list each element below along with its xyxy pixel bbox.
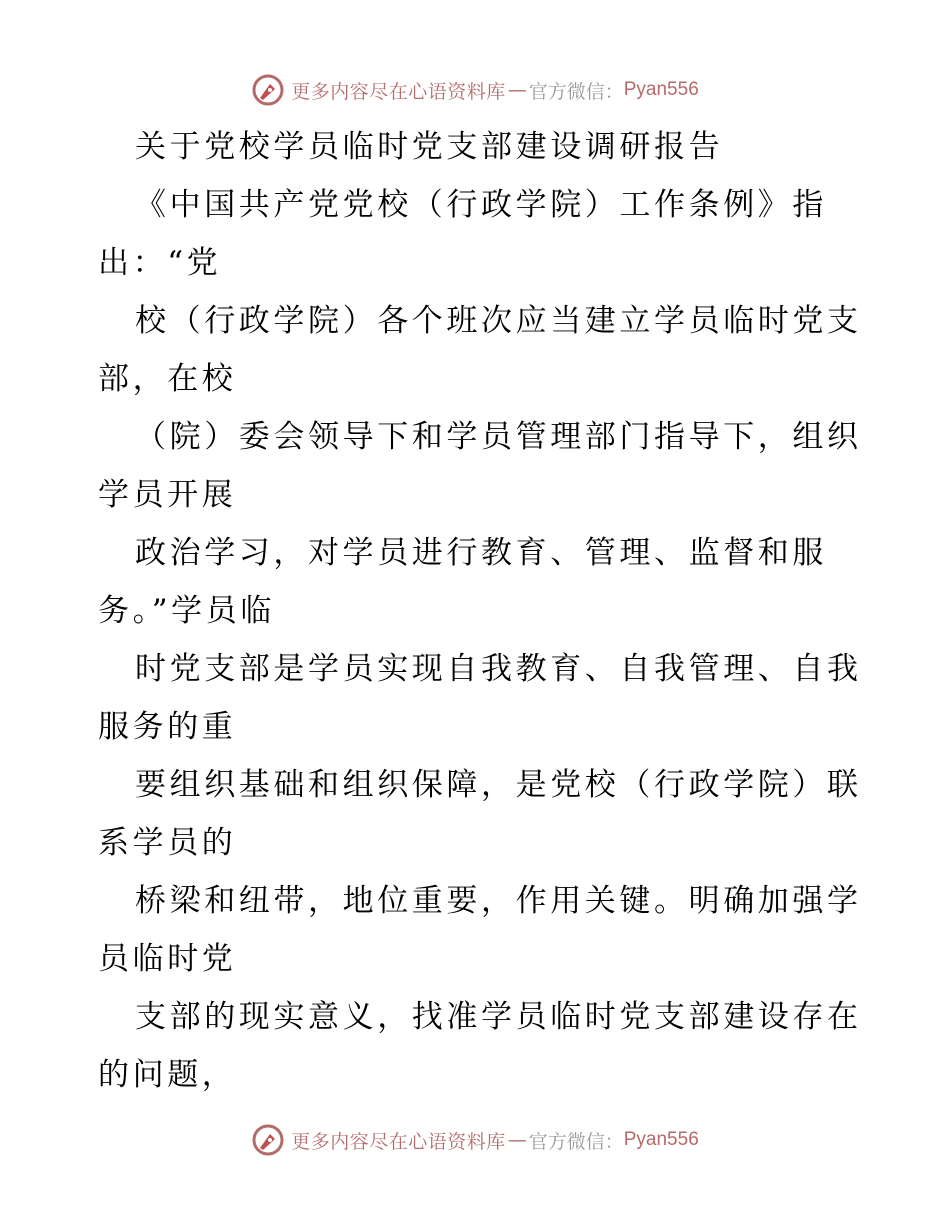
- watermark-brand: 更多内容尽在心语资料库: [291, 80, 506, 103]
- text-line: 部，在校: [98, 361, 237, 397]
- footer-watermark: [0, 1120, 950, 1160]
- text-line: 学员开展: [98, 477, 237, 513]
- text-line: 的问题，: [98, 1057, 237, 1093]
- header-watermark: [0, 70, 950, 110]
- text-line: 时党支部是学员实现自我教育、自我管理、自我: [135, 651, 862, 687]
- text-line: 桥梁和纽带，地位重要，作用关键。明确加强学: [135, 883, 862, 919]
- pen-nib-circle-icon: [251, 1123, 285, 1157]
- text-line: 要组织基础和组织保障，是党校（行政学院）联: [135, 767, 862, 803]
- text-line: 《中国共产党党校（行政学院）工作条例》指: [135, 187, 827, 223]
- text-line: （院）委会领导下和学员管理部门指导下，组织: [135, 419, 862, 455]
- watermark-id: Pyan556: [623, 1129, 699, 1150]
- watermark-label: 官方微信：: [528, 80, 624, 103]
- document-title: 关于党校学员临时党支部建设调研报告: [135, 129, 724, 165]
- text-line: 出：“党: [98, 245, 222, 281]
- text-line: 支部的现实意义，找准学员临时党支部建设存在: [135, 999, 862, 1035]
- text-line: 政治学习，对学员进行教育、管理、监督和服: [135, 535, 827, 571]
- text-line: 务。”学员临: [98, 593, 275, 629]
- text-line: 员临时党: [98, 941, 237, 977]
- watermark-label: 官方微信：: [528, 1130, 624, 1153]
- text-line: 系学员的: [98, 825, 237, 861]
- watermark-id: Pyan556: [623, 79, 699, 100]
- watermark-brand: 更多内容尽在心语资料库: [291, 1130, 506, 1153]
- watermark-dash: —: [507, 1129, 527, 1151]
- watermark-dash: —: [507, 79, 527, 101]
- text-line: 服务的重: [98, 709, 237, 745]
- pen-nib-circle-icon: [251, 73, 285, 107]
- text-line: 校（行政学院）各个班次应当建立学员临时党支: [135, 303, 862, 339]
